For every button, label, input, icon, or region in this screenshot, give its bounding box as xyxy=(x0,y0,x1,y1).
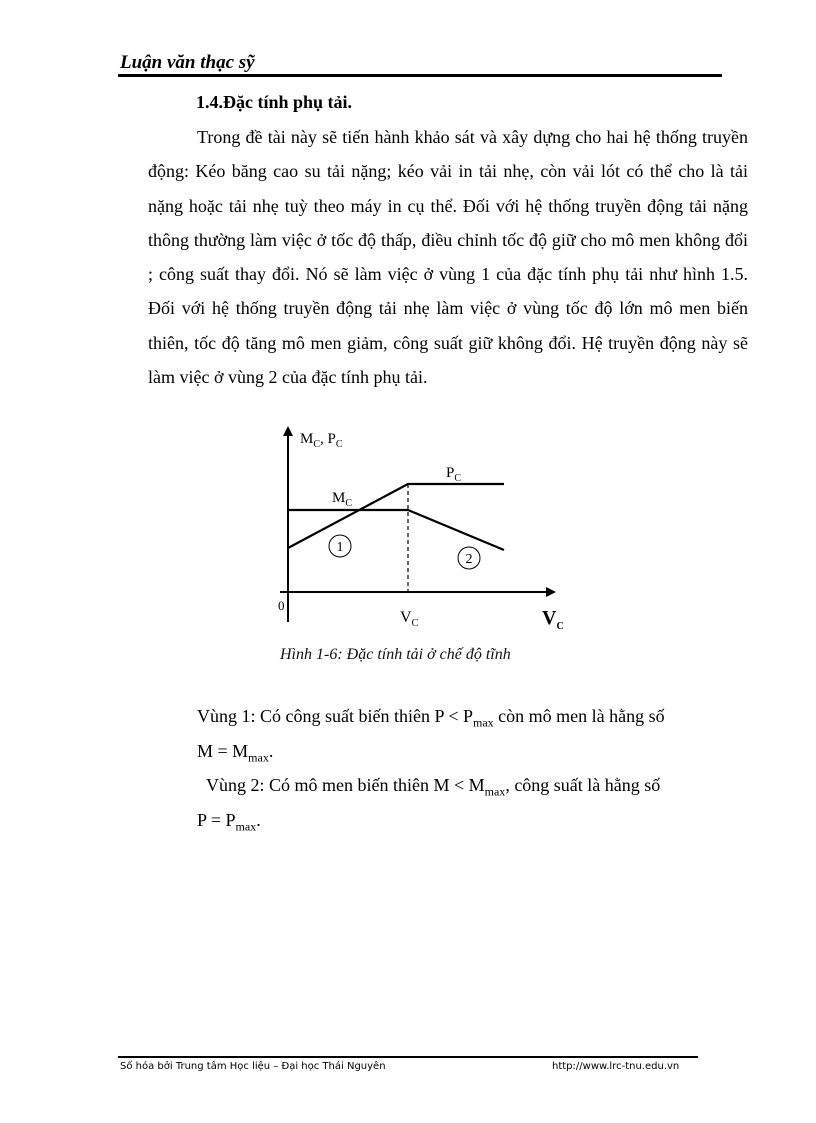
mc-label: $M_C$ xyxy=(332,490,353,509)
y-axis-label: $M_C$, $P_C$ xyxy=(300,431,343,450)
vc-tick-label: $V_C$ xyxy=(400,609,419,630)
load-characteristic-figure xyxy=(262,420,602,680)
body-paragraph: Trong đề tài này sẽ tiến hành khảo sát và xây dựng cho hai hệ thống truyền động: Kéo băng cao su tải nặng; kéo vải in tải nhẹ, còn vải lót có thể cho là tải nặng hoặc tải nhẹ tuỳ theo máy in cụ thể. Đối với hệ thống truyền động tải nặng thông thường làm việc ở tốc độ thấp, điều chỉnh tốc độ giữ cho mô men không đổi ; công suất thay đổi. Nó sẽ làm việc ở vùng 1 của đặc tính phụ tải như hình 1.5. Đối với hệ thống truyền động tải nhẹ làm việc ở vùng tốc độ lớn mô men biến thiên, tốc độ tăng mô men giảm, công suất giữ không đổi. Hệ truyền động này sẽ làm việc ở vùng 2 của đặc tính phụ tải. xyxy=(148,127,748,388)
body-text xyxy=(148,120,748,394)
x-axis-label: $V_C$ xyxy=(542,607,564,632)
figure-caption: Hình 1-6: Đặc tính tải ở chế độ tĩnh xyxy=(280,646,511,663)
zone2-statement: Vùng 2: Có mô men biến thiên $M < M_{max}$, công suất là hằng số xyxy=(206,775,661,799)
section-heading: 1.4.Đặc tính phụ tải. xyxy=(196,92,353,112)
region-1-label: 1 xyxy=(336,540,344,555)
footer-link[interactable]: http://www.lrc-tnu.edu.vn xyxy=(552,1061,680,1072)
region-2-label: 2 xyxy=(465,552,473,567)
pc-curve xyxy=(288,484,504,548)
header-title: Luận văn thạc sỹ xyxy=(120,52,255,73)
pc-label: $P_C$ xyxy=(446,465,462,484)
footer-left: Số hóa bởi Trung tâm Học liệu – Đại học Thái Nguyên xyxy=(120,1061,386,1072)
footer-rule xyxy=(118,1056,698,1058)
header-rule xyxy=(118,74,722,77)
origin-label: 0 xyxy=(278,598,285,613)
zone1-equation: $M = M_{max}$. xyxy=(197,741,274,765)
zone1-statement: Vùng 1: Có công suất biến thiên $P < P_{max}$ còn mô men là hằng số xyxy=(197,706,665,730)
zone2-equation: $P = P_{max}$. xyxy=(197,810,261,834)
